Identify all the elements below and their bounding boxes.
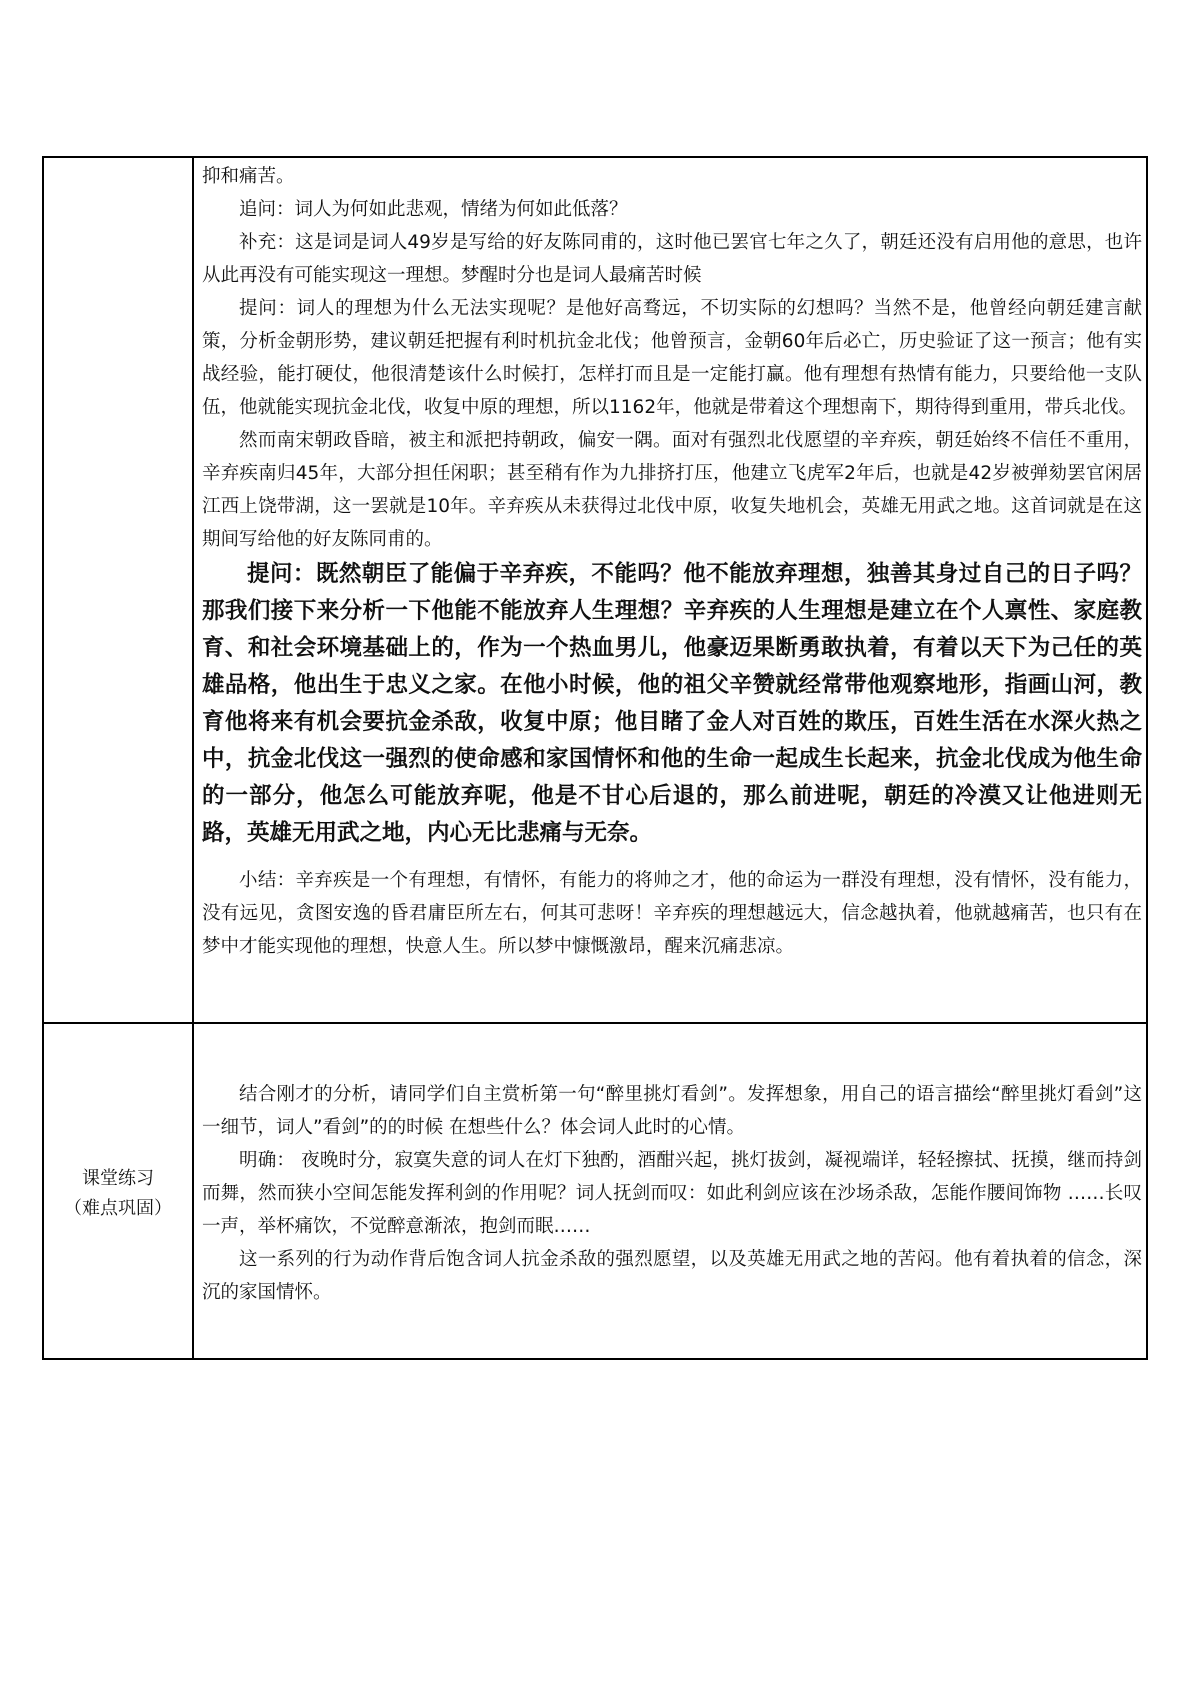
row-label-title: 课堂练习 xyxy=(82,1168,154,1189)
spacer xyxy=(202,852,1142,864)
row-divider xyxy=(44,1022,1146,1024)
paragraph: 结合刚才的分析，请同学们自主赏析第一句“醉里挑灯看剑”。发挥想象，用自己的语言描绘“醉里挑灯看剑”这一细节，词人”看剑”的的时候 在想些什么？体会词人此时的心情。 xyxy=(202,1084,1142,1138)
paragraph: 补充：这是词是词人49岁是写给的好友陈同甫的，这时他已罢官七年之久了，朝廷还没有启用他的意思，也许从此再没有可能实现这一理想。梦醒时分也是词人最痛苦时候 xyxy=(202,232,1142,286)
column-divider xyxy=(192,158,194,1358)
paragraph: 追问：词人为何如此悲观，情绪为何如此低落？ xyxy=(239,199,628,220)
paragraph-emphasized: 提问：既然朝臣了能偏于辛弃疾，不能吗？他不能放弃理想，独善其身过自己的日子吗？那我们接下来分析一下他能不能放弃人生理想？辛弃疾的人生理想是建立在个人禀性、家庭教育、和社会环境基础上的，作为一个热血男儿，他豪迈果断勇敢执着，有着以天下为己任的英雄品格，他出生于忠义之家。在他小时候，他的祖父辛赞就经常带他观察地形，指画山河，教育他将来有机会要抗金杀敌，收复中原；他目睹了金人对百姓的欺压，百姓生活在水深火热之中，抗金北伐这一强烈的使命感和家国情怀和他的生命一起成生长起来，抗金北伐成为他生命的一部分，他怎么可能放弃呢，他是不甘心后退的，那么前进呢，朝廷的冷漠又让他进则无路，英雄无用武之地，内心无比悲痛与无奈。 xyxy=(202,561,1142,846)
paragraph: 抑和痛苦。 xyxy=(202,166,295,187)
paragraph: 这一系列的行为动作背后饱含词人抗金杀敌的强烈愿望，以及英雄无用武之地的苦闷。他有着执着的信念，深沉的家国情怀。 xyxy=(202,1249,1142,1303)
row-label-subtitle: （难点巩固） xyxy=(64,1198,172,1219)
content-cell-analysis xyxy=(202,160,1142,963)
content-cell-exercise xyxy=(202,1078,1142,1309)
paragraph: 明确： 夜晚时分，寂寞失意的词人在灯下独酌，酒酣兴起，挑灯拔剑，凝视端详，轻轻擦拭、抚摸，继而持剑而舞，然而狭小空间怎能发挥利剑的作用呢？词人抚剑而叹：如此利剑应该在沙场杀敌，怎能作腰间饰物 ……长叹一声，举杯痛饮，不觉醉意渐浓，抱剑而眠…… xyxy=(202,1150,1142,1237)
paragraph-summary: 小结：辛弃疾是一个有理想，有情怀，有能力的将帅之才，他的命运为一群没有理想，没有情怀，没有能力，没有远见，贪图安逸的昏君庸臣所左右，何其可悲呀！辛弃疾的理想越远大，信念越执着，他就越痛苦，也只有在梦中才能实现他的理想，快意人生。所以梦中慷慨激昂，醒来沉痛悲凉。 xyxy=(202,870,1142,957)
lesson-table xyxy=(42,156,1148,1360)
paragraph: 然而南宋朝政昏暗，被主和派把持朝政，偏安一隅。面对有强烈北伐愿望的辛弃疾，朝廷始终不信任不重用，辛弃疾南归45年，大部分担任闲职；甚至稍有作为九排挤打压，他建立飞虎军2年后，也就是42岁被弹劾罢官闲居江西上饶带湖，这一罢就是10年。辛弃疾从未获得过北伐中原，收复失地机会，英雄无用武之地。这首词就是在这期间写给他的好友陈同甫的。 xyxy=(202,430,1142,550)
paragraph: 提问：词人的理想为什么无法实现呢？是他好高骛远，不切实际的幻想吗？当然不是，他曾经向朝廷建言献策，分析金朝形势，建议朝廷把握有利时机抗金北伐；他曾预言，金朝60年后必亡，历史验证了这一预言；他有实战经验，能打硬仗，他很清楚该什么时候打，怎样打而且是一定能打赢。他有理想有热情有能力，只要给他一支队伍，他就能实现抗金北伐，收复中原的理想，所以1162年，他就是带着这个理想南下，期待得到重用，带兵北伐。 xyxy=(202,298,1142,418)
row-label-exercise xyxy=(44,1164,192,1224)
